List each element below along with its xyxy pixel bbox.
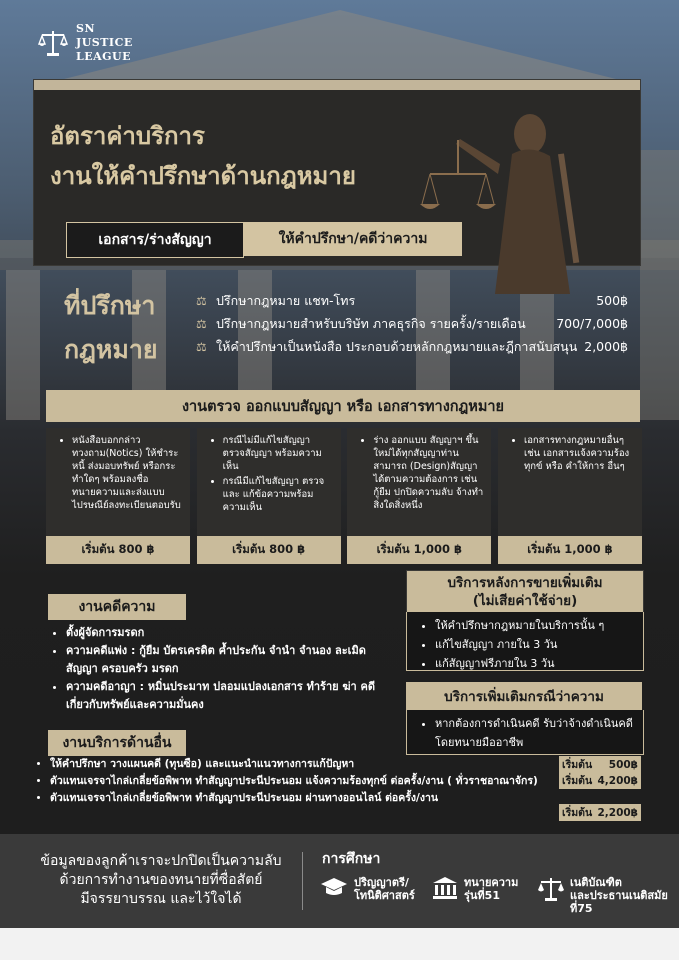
education-item — [320, 876, 415, 902]
price-value: 2,200฿ — [597, 806, 638, 819]
graduation-cap-icon — [320, 876, 348, 898]
brand-name — [76, 22, 133, 64]
other-service-item: • ตัวแทนเจรจาไกล่เกลี่ยข้อพิพาท ทำสัญญาประนีประนอม ผ่านทางออนไลน์ ต่อครั้ง/งาน — [50, 790, 570, 806]
other-service-item: • ตัวแทนเจรจาไกล่เกลี่ยข้อพิพาท ทำสัญญาประนีประนอม แจ้งความร้องทุกข์ ต่อครั้ง/งาน ( ทั่วราชอาณาจักร) — [50, 773, 570, 789]
education-line: ปริญญาตรี/ — [354, 876, 409, 889]
price-prefix: เริ่มต้น — [562, 807, 593, 819]
tab-documents[interactable]: เอกสาร/ร่างสัญญา — [66, 222, 244, 258]
advisor-item-price: 2,000฿ — [584, 339, 628, 354]
price-prefix: เริ่มต้น — [562, 775, 593, 787]
category-tabs — [66, 222, 462, 258]
education-item — [432, 876, 518, 902]
litigation-item: • ความคดีแพ่ง : กู้ยืม บัตรเครดิต ค้ำประกัน จำนำ จำนอง ละเมิด สัญญา ครอบครัว มรดก — [66, 642, 396, 678]
other-service-price-tag — [559, 804, 641, 821]
contracts-heading: งานตรวจ ออกแบบสัญญา หรือ เอกสารทางกฎหมาย — [46, 390, 640, 422]
contract-cards — [46, 428, 642, 564]
card-bullet: • กรณีมีแก้ไขสัญญา ตรวจ และ แก้ข้อความพร้อมความเห็น — [223, 475, 335, 514]
education-line: ที่75 — [570, 902, 593, 915]
tagline-line: ด้วยการทำงานของทนายที่ซื่อสัตย์ — [59, 872, 263, 888]
price-value: 500฿ — [608, 758, 638, 771]
advisor-price-list — [196, 289, 628, 358]
after-sale-list — [406, 612, 644, 671]
advisor-item-label: ปรึกษากฎหมายสำหรับบริษัท ภาคธุรกิจ รายครั้ง/รายเดือน — [216, 315, 526, 331]
after-sale-heading-line1: บริการหลังการขายเพิ่มเติม — [447, 575, 603, 591]
contract-card — [498, 428, 642, 564]
education-line: รุ่นที่51 — [464, 889, 500, 902]
contract-card — [46, 428, 190, 564]
card-bullet: • หนังสือบอกกล่าวทวงถาม(Notics) ให้ชำระหนี้ ส่งมอบทรัพย์ หรือกระทำใดๆ พร้อมลงชื่อทนายความและส่งแบบไปรษณีย์ลงทะเบียนตอบรับ — [72, 434, 184, 512]
lady-justice-statue-icon — [400, 94, 620, 294]
card-bullet: • ร่าง ออกแบบ สัญญาฯ ขึ้นใหม่ได้ทุกสัญญาท่านสามารถ (Design)สัญญาได้ตามความต้องการ เช่น กู้ยืม ปกปิดความลับ จ้างทำสิ่งใดสิ่งหนึ่ง — [373, 434, 485, 512]
footer-tagline — [30, 852, 292, 909]
advisor-heading-line2: กฎหมาย — [64, 335, 158, 364]
after-sale-heading — [406, 570, 644, 614]
advisor-heading — [64, 284, 158, 372]
price-prefix: เริ่มต้น — [562, 759, 593, 771]
page-title-line2: งานให้คำปรึกษาด้านกฎหมาย — [50, 162, 356, 190]
scales-icon: ⚖ — [196, 293, 207, 308]
case-extra-heading: บริการเพิ่มเติมกรณีว่าความ — [406, 682, 642, 710]
footer — [0, 834, 679, 928]
other-service-item: • ให้คำปรึกษา วางแผนคดี (ทุนซือ) และแนะนำแนวทางการแก้ปัญหา — [50, 756, 570, 772]
contract-card — [347, 428, 491, 564]
footer-divider — [302, 852, 303, 910]
after-sale-item: • แก้ไขสัญญา ภายใน 3 วัน — [435, 635, 637, 654]
case-extra-item: • หากต้องการดำเนินคดี รับว่าจ้างดำเนินคดีโดยทนายมืออาชีพ — [435, 714, 637, 752]
after-sale-item: • แก้สัญญาฟรีภายใน 3 วัน — [435, 654, 637, 673]
litigation-list — [52, 624, 396, 714]
brand-name-line2: JUSTICE — [76, 36, 133, 49]
tagline-line: มีจรรยาบรรณ และไว้ใจได้ — [80, 891, 242, 907]
advisor-heading-line1: ที่ปรึกษา — [64, 291, 156, 320]
education-heading: การศึกษา — [322, 851, 381, 867]
litigation-heading: งานคดีความ — [48, 594, 186, 620]
contract-card — [197, 428, 341, 564]
card-bullet: • เอกสารทางกฎหมายอื่นๆ เช่น เอกสารแจ้งความร้องทุกข์ หรือ คำให้การ อื่นๆ — [524, 434, 636, 473]
education-line: โทนิติศาสตร์ — [354, 889, 415, 902]
scales-icon — [538, 876, 564, 902]
courthouse-icon — [432, 876, 458, 900]
brand-name-line1: SN — [76, 22, 95, 35]
price-value: 4,200฿ — [597, 774, 638, 787]
scales-icon: ⚖ — [196, 339, 207, 354]
after-sale-item: • ให้คำปรึกษากฎหมายในบริการนั้น ๆ — [435, 616, 637, 635]
advisor-item-price: 500฿ — [596, 293, 628, 308]
after-sale-heading-line2: (ไม่เสียค่าใช้จ่าย) — [472, 593, 578, 609]
other-services-list — [38, 756, 570, 807]
other-service-price-tag — [559, 756, 641, 773]
bottom-strip — [0, 928, 679, 960]
education-line: เนติบัณฑิต — [570, 876, 622, 889]
card-price: เริ่มต้น 800 ฿ — [197, 536, 341, 564]
scales-icon: ⚖ — [196, 316, 207, 331]
litigation-item: • ตั้งผู้จัดการมรดก — [66, 624, 396, 642]
page-title-line1: อัตราค่าบริการ — [50, 122, 205, 150]
hero-accent-bar — [34, 80, 640, 90]
page-title — [50, 116, 356, 196]
education-item — [538, 876, 668, 915]
other-service-price-tag — [559, 772, 641, 789]
tab-consulting[interactable]: ให้คำปรึกษา/คดีว่าความ — [244, 222, 462, 256]
card-price: เริ่มต้น 1,000 ฿ — [347, 536, 491, 564]
tagline-line: ข้อมูลของลูกค้าเราจะปกปิดเป็นความลับ — [40, 853, 282, 869]
advisor-item — [196, 335, 628, 358]
brand-name-line3: LEAGUE — [76, 50, 132, 63]
case-extra-list — [406, 710, 644, 755]
brand-logo — [38, 22, 133, 64]
advisor-item-price: 700/7,000฿ — [556, 316, 628, 331]
card-bullet: • กรณีไม่มีแก้ไขสัญญา ตรวจสัญญา พร้อมความเห็น — [223, 434, 335, 473]
advisor-item-label: ปรึกษากฎหมาย แชท-โทร — [216, 292, 356, 308]
scales-of-justice-icon — [38, 28, 68, 58]
advisor-item-label: ให้คำปรึกษาเป็นหนังสือ ประกอบด้วยหลักกฎหมายและฎีกาสนับสนุน — [216, 338, 578, 354]
other-services-heading: งานบริการด้านอื่น — [48, 730, 186, 756]
card-price: เริ่มต้น 800 ฿ — [46, 536, 190, 564]
education-line: ทนายความ — [464, 876, 519, 889]
litigation-item: • ความคดีอาญา : หมิ่นประมาท ปลอมแปลงเอกสาร ทำร้าย ฆ่า คดีเกี่ยวกับทรัพย์และความมั่นคง — [66, 678, 396, 714]
advisor-item — [196, 289, 628, 312]
card-price: เริ่มต้น 1,000 ฿ — [498, 536, 642, 564]
advisor-item — [196, 312, 628, 335]
education-line: และประธานเนติสมัย — [570, 889, 668, 902]
